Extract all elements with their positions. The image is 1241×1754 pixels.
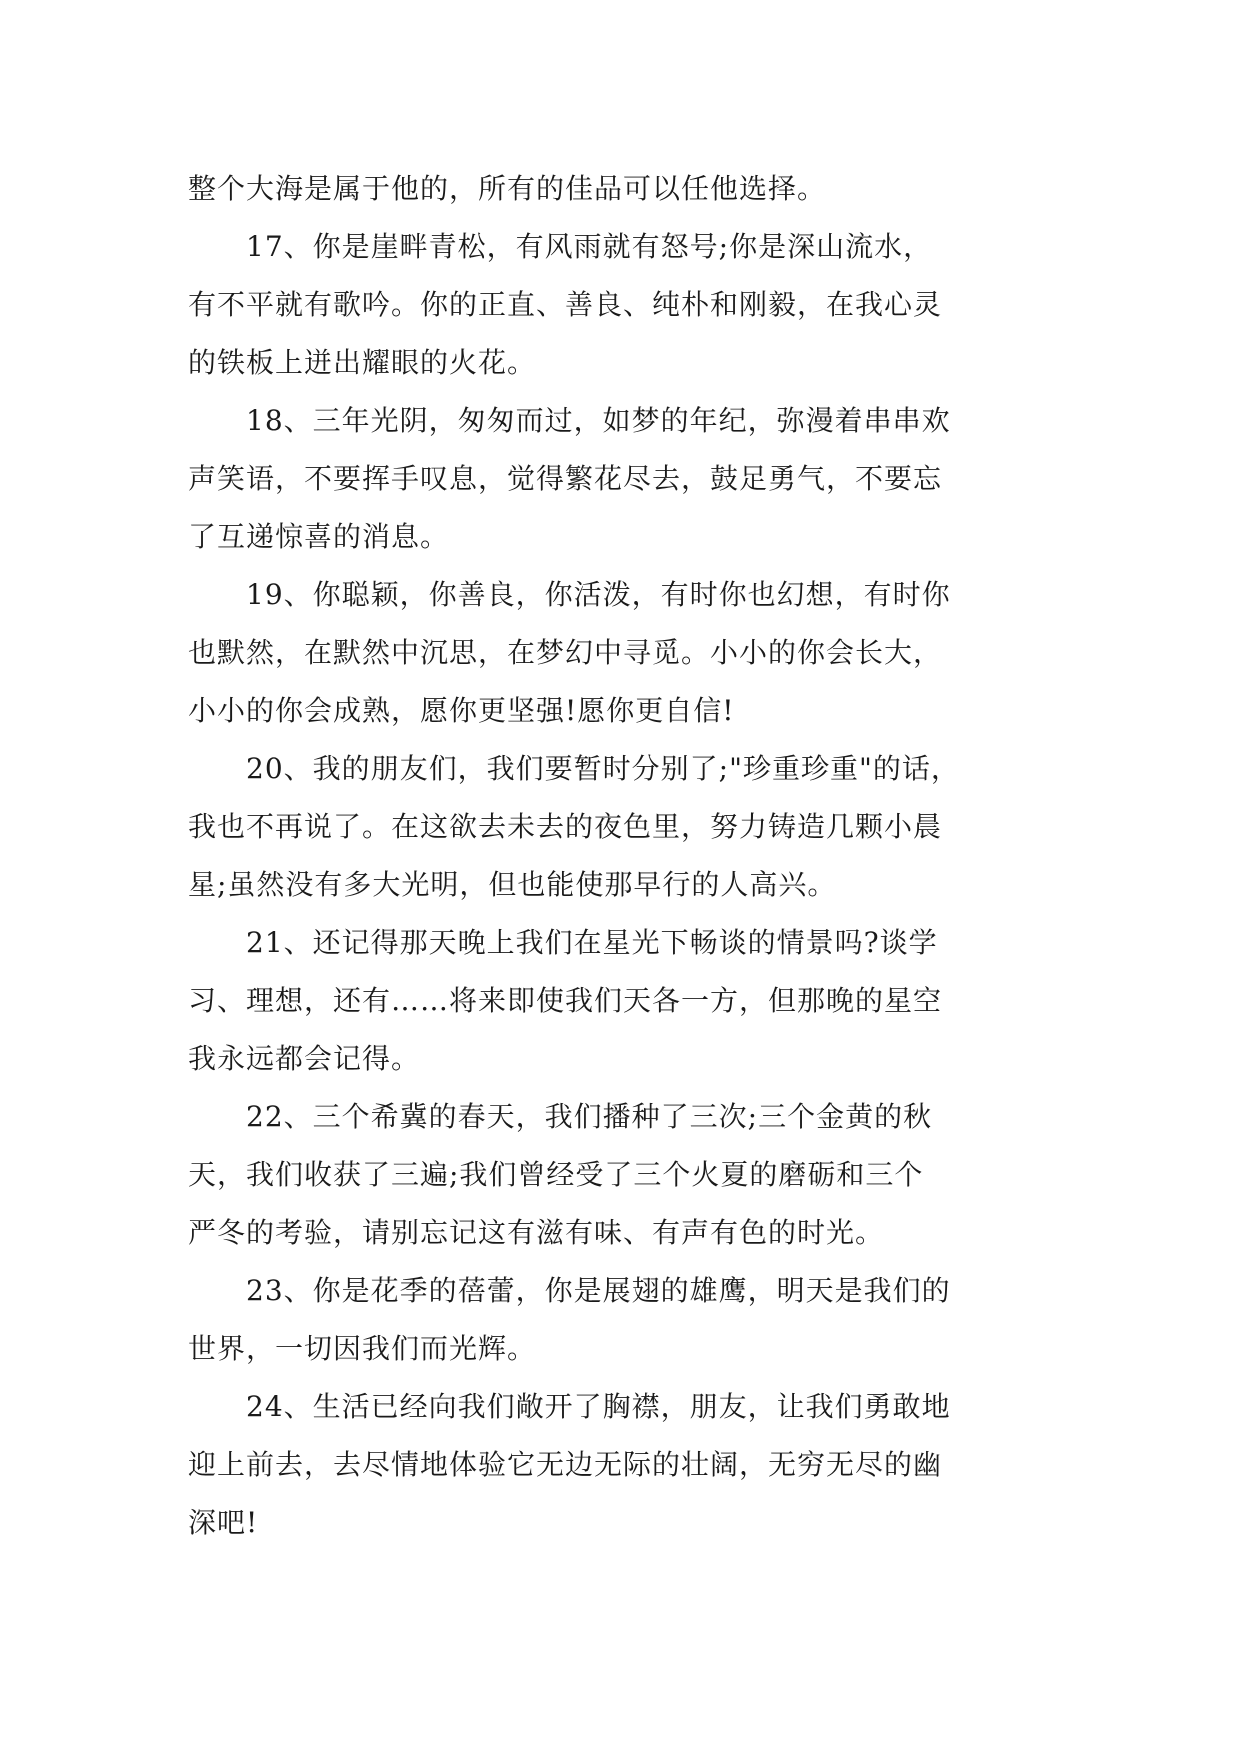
text-line: 22、三个希冀的春天，我们播种了三次;三个金黄的秋 [246, 1100, 933, 1133]
text-line: 严冬的考验，请别忘记这有滋有味、有声有色的时光。 [188, 1216, 885, 1249]
text-line: 也默然，在默然中沉思，在梦幻中寻觅。小小的你会长大， [188, 636, 943, 669]
paragraph-18 [188, 392, 1056, 566]
text-line: 声笑语，不要挥手叹息，觉得繁花尽去，鼓足勇气，不要忘 [188, 462, 943, 495]
paragraph-20 [188, 740, 1056, 914]
paragraph-24 [188, 1378, 1056, 1552]
text-line: 有不平就有歌吟。你的正直、善良、纯朴和刚毅，在我心灵 [188, 288, 943, 321]
paragraph-23 [188, 1262, 1056, 1378]
document-body [188, 160, 1056, 1552]
text-line: 20、我的朋友们，我们要暂时分别了;"珍重珍重"的话， [246, 752, 960, 785]
text-line: 17、你是崖畔青松，有风雨就有怒号;你是深山流水， [246, 230, 933, 263]
text-line: 21、还记得那天晚上我们在星光下畅谈的情景吗?谈学 [246, 926, 938, 959]
paragraph-17 [188, 218, 1056, 392]
paragraph-continuation [188, 160, 1056, 218]
text-line: 我永远都会记得。 [188, 1042, 421, 1075]
text-line: 天，我们收获了三遍;我们曾经受了三个火夏的磨砺和三个 [188, 1158, 924, 1191]
text-line: 世界，一切因我们而光辉。 [188, 1332, 537, 1365]
text-line: 深吧! [188, 1506, 259, 1539]
text-line: 小小的你会成熟，愿你更坚强!愿你更自信! [188, 694, 735, 727]
text-line: 19、你聪颖，你善良，你活泼，有时你也幻想，有时你 [246, 578, 951, 611]
text-line: 24、生活已经向我们敞开了胸襟，朋友，让我们勇敢地 [246, 1390, 951, 1423]
text-line: 习、理想，还有……将来即使我们天各一方，但那晚的星空 [188, 984, 943, 1017]
text-line: 18、三年光阴，匆匆而过，如梦的年纪，弥漫着串串欢 [246, 404, 951, 437]
text-line: 星;虽然没有多大光明，但也能使那早行的人高兴。 [188, 868, 837, 901]
paragraph-21 [188, 914, 1056, 1088]
text-line: 了互递惊喜的消息。 [188, 520, 450, 553]
text-line: 迎上前去，去尽情地体验它无边无际的壮阔，无穷无尽的幽 [188, 1448, 943, 1481]
paragraph-22 [188, 1088, 1056, 1262]
paragraph-19 [188, 566, 1056, 740]
text-line: 我也不再说了。在这欲去未去的夜色里，努力铸造几颗小晨 [188, 810, 943, 843]
text-line: 整个大海是属于他的，所有的佳品可以任他选择。 [188, 172, 827, 205]
text-line: 23、你是花季的蓓蕾，你是展翅的雄鹰，明天是我们的 [246, 1274, 951, 1307]
text-line: 的铁板上迸出耀眼的火花。 [188, 346, 537, 379]
